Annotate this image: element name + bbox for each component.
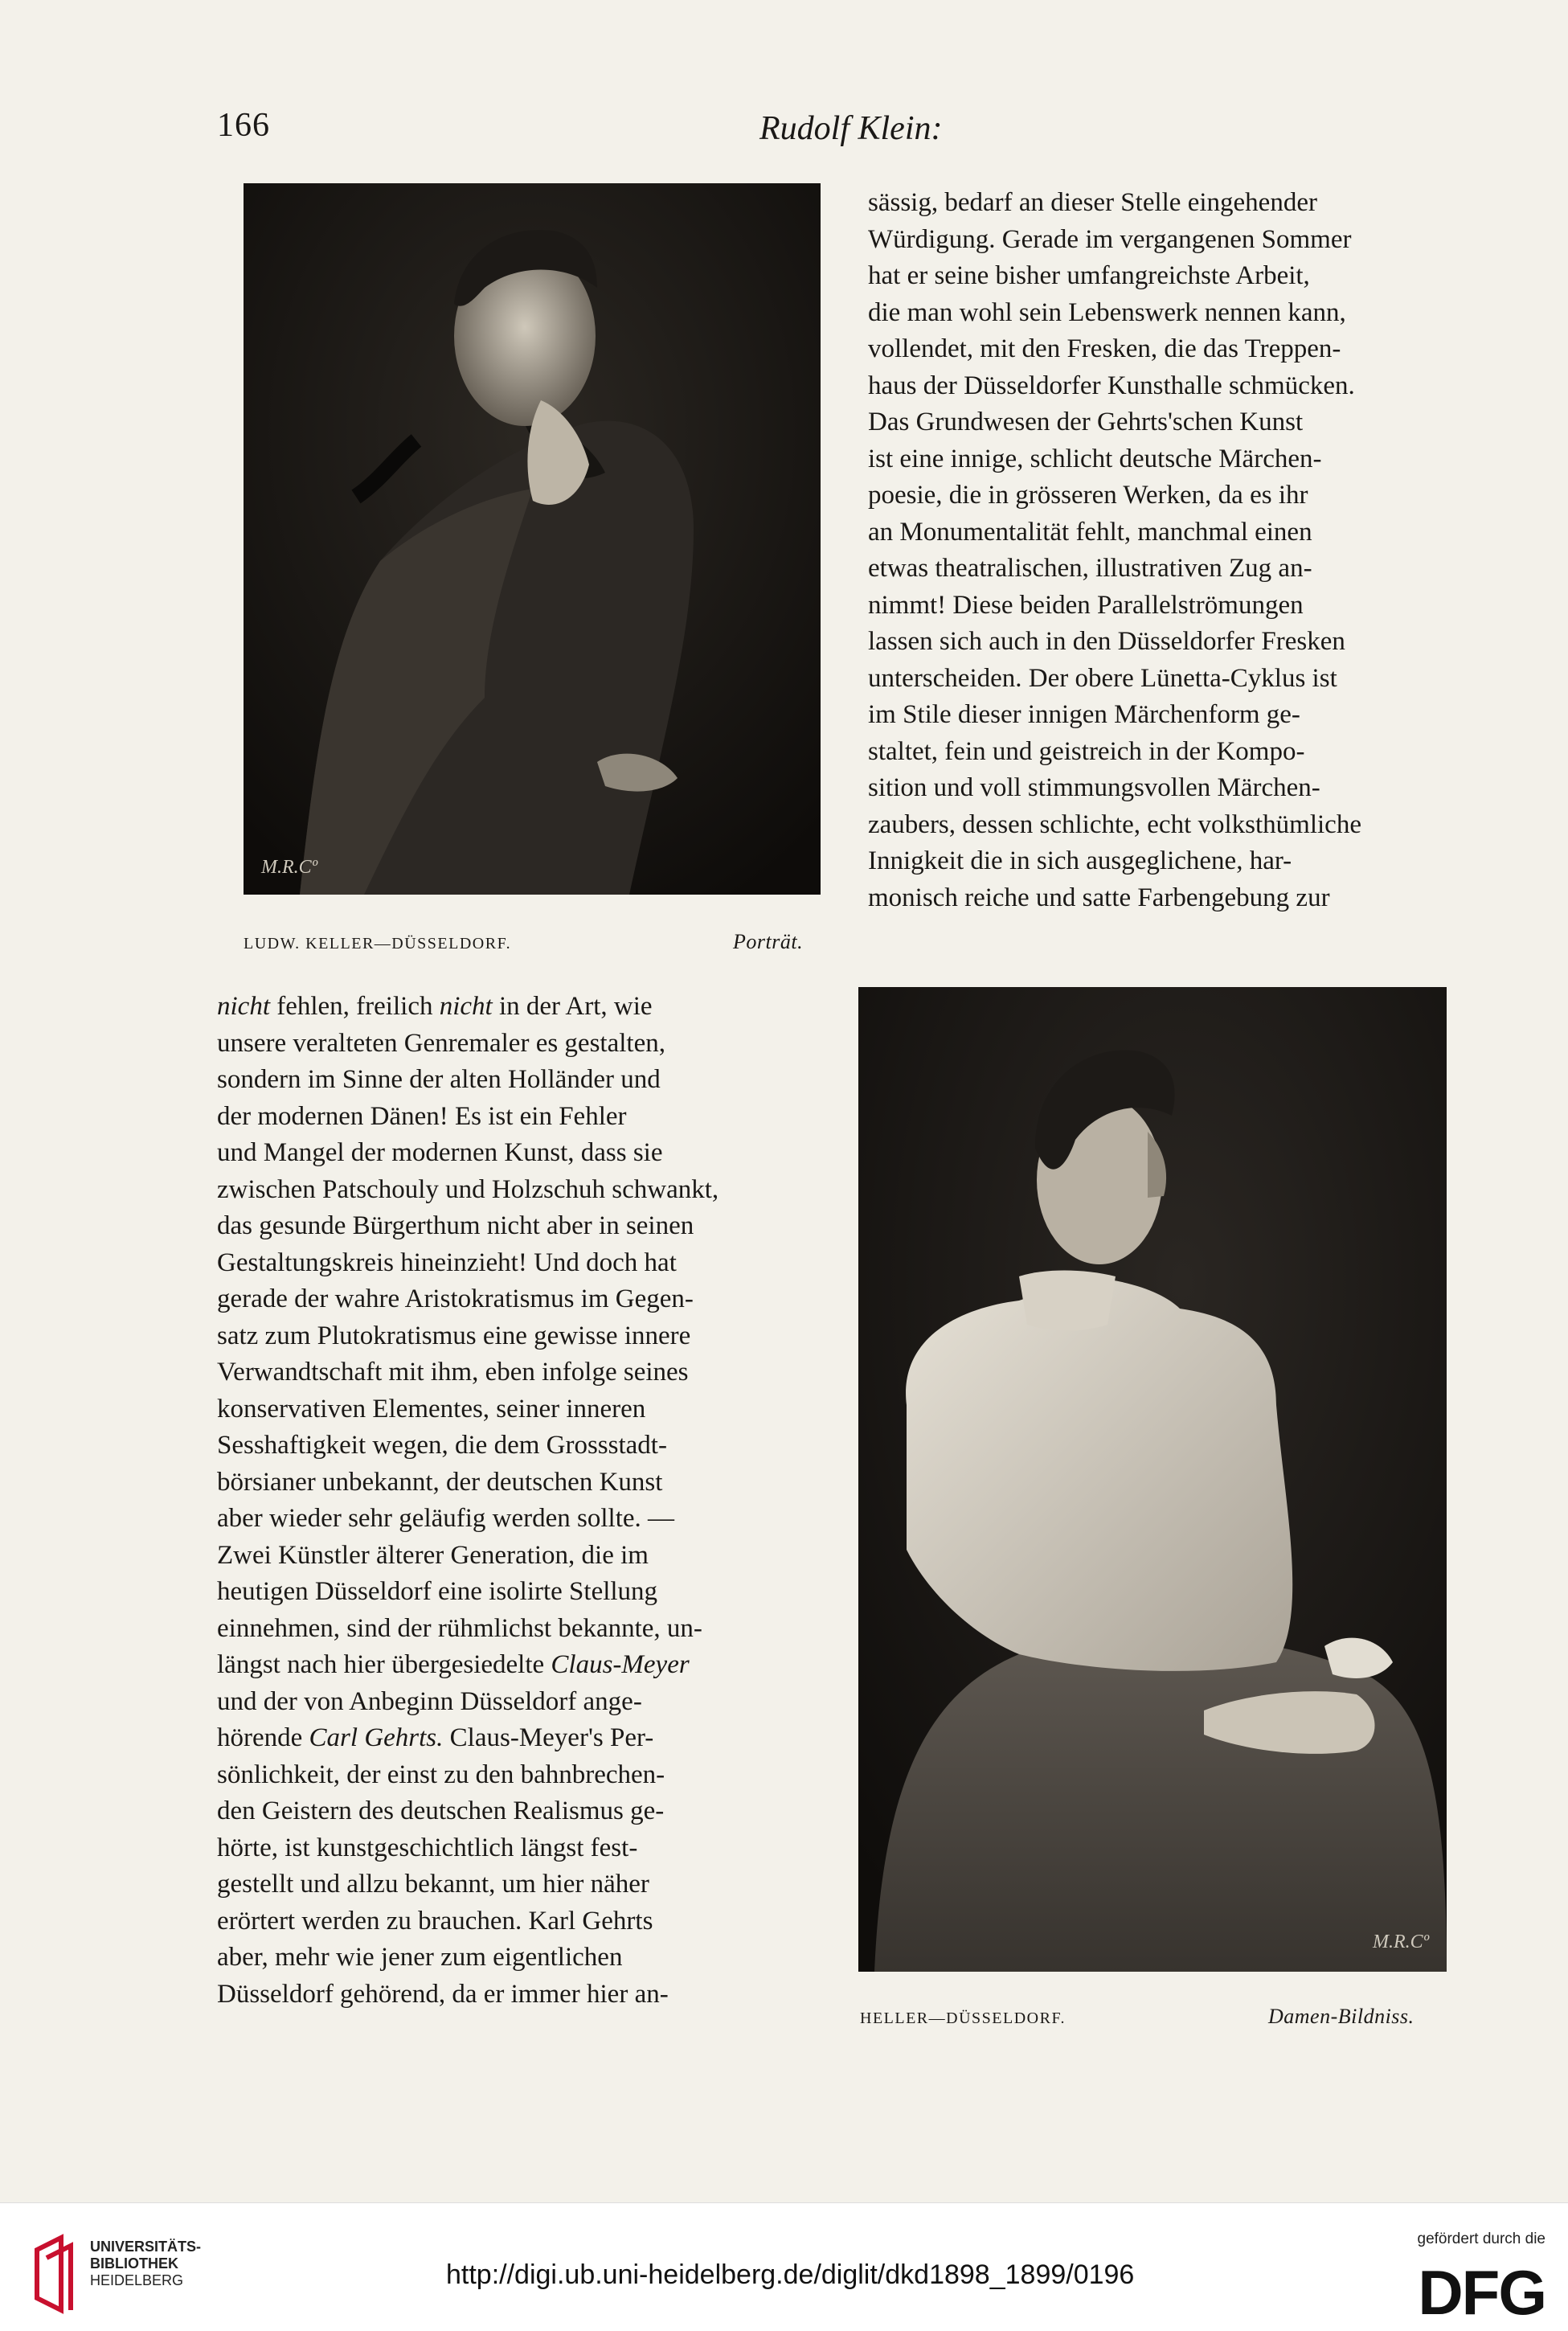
library-name: [90, 2239, 201, 2289]
text-line: lassen sich auch in den Düsseldorfer Fresken: [868, 627, 1345, 656]
text-line: monisch reiche und satte Farbengebung zur: [868, 883, 1330, 912]
dfg-logo: DFG: [1418, 2257, 1545, 2328]
portrait-plate-heller: [858, 987, 1447, 1972]
figure-caption-title: Porträt.: [733, 930, 804, 953]
text-line: [217, 1720, 824, 1757]
text-line: börsianer unbekannt, der deutschen Kunst: [217, 1467, 663, 1497]
text-line: Düsseldorf gehörend, da er immer hier an-: [217, 1979, 669, 2009]
text-span: hörende: [217, 1723, 309, 1752]
text-line: sässig, bedarf an dieser Stelle eingehender: [868, 188, 1317, 217]
text-line: gestellt und allzu bekannt, um hier näher: [217, 1870, 649, 1899]
plate-monogram: M.R.Cº: [261, 857, 318, 878]
text-line: der modernen Dänen! Es ist ein Fehler: [217, 1101, 627, 1131]
figure-caption-artist: LUDW. KELLER—DÜSSELDORF.: [244, 935, 512, 952]
text-line: unsere veralteten Genremaler es gestalten,: [217, 1028, 665, 1058]
emphasis: nicht: [217, 992, 270, 1021]
figure-caption-artist: HELLER—DÜSSELDORF.: [860, 2009, 1066, 2027]
text-line: erörtert werden zu brauchen. Karl Gehrts: [217, 1906, 653, 1936]
text-line: die man wohl sein Lebenswerk nennen kann,: [868, 297, 1346, 327]
artist-name: Claus-Meyer: [551, 1650, 690, 1679]
text-line: konservativen Elementes, seiner inneren: [217, 1394, 646, 1424]
text-line: heutigen Düsseldorf eine isolirte Stellung: [217, 1577, 658, 1606]
figure-caption-title: Damen-Bildniss.: [1268, 2005, 1414, 2028]
text-span: in der Art, wie: [492, 992, 653, 1021]
text-line: poesie, die in grösseren Werken, da es ihr: [868, 481, 1308, 510]
emphasis: nicht: [439, 992, 493, 1021]
text-line: Zwei Künstler älterer Generation, die im: [217, 1540, 649, 1570]
text-line: an Monumentalität fehlt, manchmal einen: [868, 517, 1312, 547]
text-line: unterscheiden. Der obere Lünetta-Cyklus ist: [868, 663, 1337, 693]
text-line: ist eine innige, schlicht deutsche Märchen-: [868, 444, 1322, 473]
text-line: nimmt! Diese beiden Parallelströmungen: [868, 590, 1304, 620]
text-line: aber wieder sehr geläufig werden sollte. —: [217, 1504, 675, 1533]
text-span: längst nach hier übergesiedelte: [217, 1650, 551, 1679]
library-name-line: BIBLIOTHEK: [90, 2255, 178, 2272]
library-name-line: HEIDELBERG: [90, 2272, 184, 2288]
text-line: Gestaltungskreis hineinzieht! Und doch hat: [217, 1247, 677, 1277]
text-span: fehlen, freilich: [269, 992, 440, 1021]
viewer-footer: [0, 2202, 1568, 2331]
text-line: Verwandtschaft mit ihm, eben infolge seines: [217, 1358, 689, 1387]
text-column-left: [217, 989, 824, 2013]
text-line: im Stile dieser innigen Märchenform ge-: [868, 700, 1300, 729]
text-line: hat er seine bisher umfangreichste Arbeit,: [868, 261, 1310, 290]
text-line: [217, 989, 824, 1026]
portrait-plate-keller: [244, 183, 821, 895]
page-number: 166: [217, 107, 270, 144]
text-line: den Geistern des deutschen Realismus ge-: [217, 1796, 665, 1825]
funding-label: gefördert durch die: [1417, 2231, 1545, 2247]
text-span: Claus-Meyer's Per-: [443, 1723, 654, 1752]
text-line: Würdigung. Gerade im vergangenen Sommer: [868, 224, 1352, 254]
portrait-woman-image: [858, 987, 1447, 1972]
text-line: Das Grundwesen der Gehrts'schen Kunst: [868, 408, 1304, 436]
text-line: staltet, fein und geistreich in der Kompo-: [868, 736, 1305, 766]
text-line: das gesunde Bürgerthum nicht aber in seinen: [217, 1211, 694, 1240]
text-line: etwas theatralischen, illustrativen Zug an-: [868, 554, 1312, 583]
permalink-url[interactable]: http://digi.ub.uni-heidelberg.de/diglit/dkd1898_1899/0196: [446, 2259, 1135, 2290]
text-line: aber, mehr wie jener zum eigentlichen: [217, 1943, 623, 1972]
text-line: sition und voll stimmungsvollen Märchen-: [868, 773, 1320, 802]
text-line: gerade der wahre Aristokratismus im Gegen-: [217, 1284, 694, 1313]
plate-monogram: M.R.Cº: [1373, 1932, 1430, 1952]
artist-name: Carl Gehrts.: [309, 1723, 444, 1752]
text-line: zwischen Patschouly und Holzschuh schwankt,: [217, 1174, 719, 1204]
text-line: und der von Anbeginn Düsseldorf ange-: [217, 1686, 642, 1716]
text-line: haus der Düsseldorfer Kunsthalle schmücken.: [868, 371, 1355, 400]
text-line: Innigkeit die in sich ausgeglichene, har-: [868, 846, 1292, 875]
text-line: zaubers, dessen schlichte, echt volksthümliche: [868, 809, 1361, 839]
text-line: satz zum Plutokratismus eine gewisse innere: [217, 1321, 691, 1350]
text-line: Sesshaftigkeit wegen, die dem Grossstadt-: [217, 1431, 667, 1460]
library-name-line: UNIVERSITÄTS-: [90, 2239, 202, 2255]
university-library-logo-icon: [29, 2234, 93, 2314]
portrait-man-image: [244, 183, 821, 895]
text-line: [217, 1647, 824, 1684]
text-line: hörte, ist kunstgeschichtlich längst fest-: [217, 1833, 638, 1862]
running-title: Rudolf Klein:: [759, 110, 943, 147]
text-line: sönlichkeit, der einst zu den bahnbrechen-: [217, 1760, 665, 1789]
text-line: und Mangel der modernen Kunst, dass sie: [217, 1138, 663, 1167]
text-line: sondern im Sinne der alten Holländer und: [217, 1065, 661, 1094]
page-header: [217, 98, 1439, 154]
text-column-right: [868, 185, 1467, 916]
text-line: vollendet, mit den Fresken, die das Treppen-: [868, 334, 1341, 363]
text-line: einnehmen, sind der rühmlichst bekannte, un-: [217, 1613, 702, 1643]
